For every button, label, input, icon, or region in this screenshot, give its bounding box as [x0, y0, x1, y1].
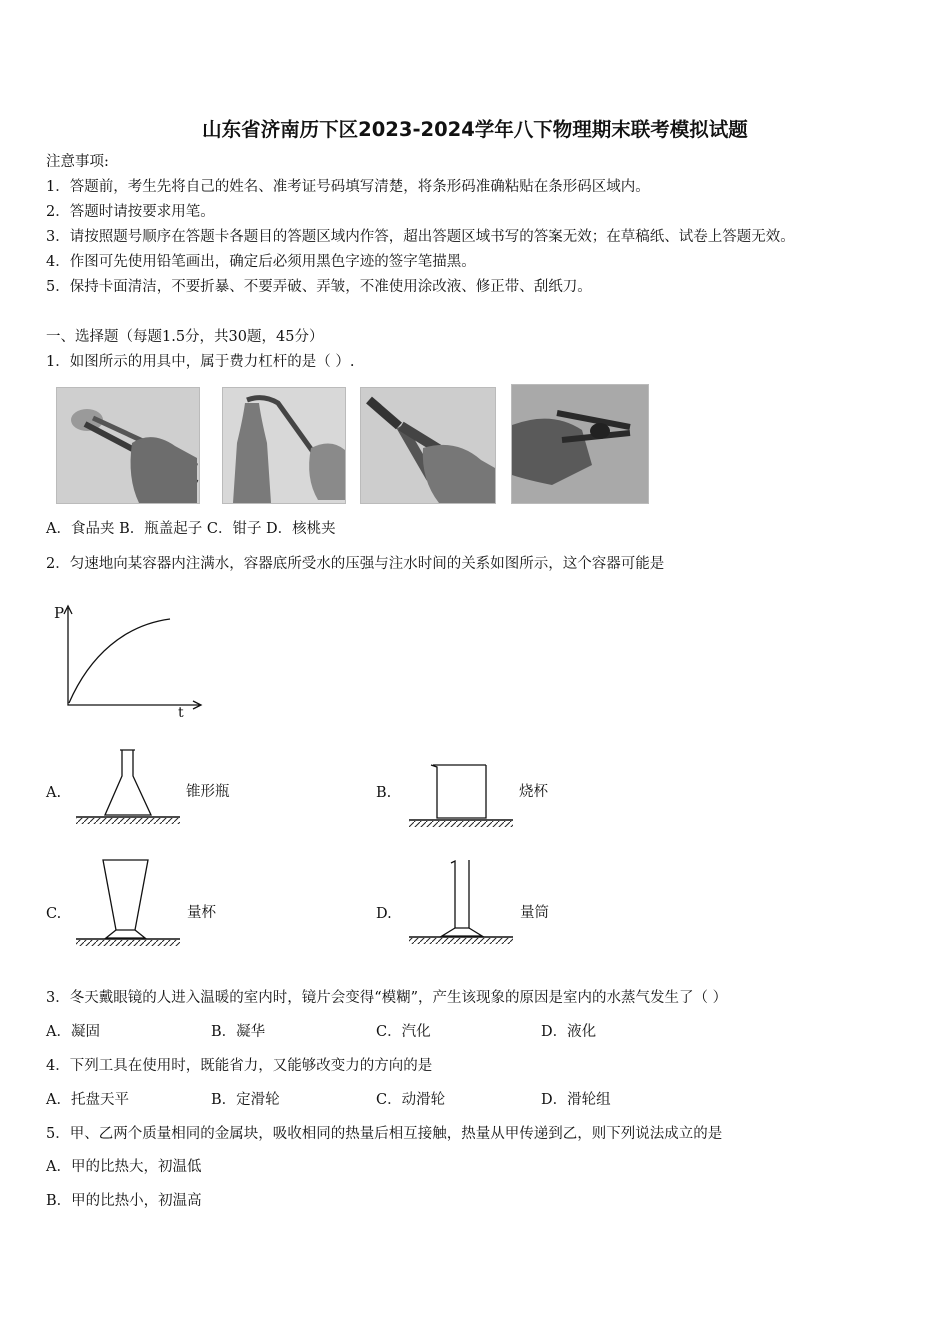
page-title: 山东省济南历下区2023-2024学年八下物理期末联考模拟试题	[202, 118, 748, 141]
q2-stem: 2．匀速地向某容器内注满水，容器底所受水的压强与注水时间的关系如图所示，这个容器可能是	[46, 556, 665, 572]
note-item-4: 4．作图可先使用铅笔画出，确定后必须用黑色字迹的签字笔描黑。	[46, 254, 476, 270]
q3-option-d: D．液化	[541, 1024, 597, 1040]
q4-option-d: D．滑轮组	[541, 1092, 611, 1108]
section-heading: 一、选择题（每题1.5分，共30题，45分）	[46, 329, 324, 345]
q5-option-a: A．甲的比热大，初温低	[46, 1159, 202, 1175]
q3-option-b: B．凝华	[211, 1024, 266, 1040]
q4-option-c: C．动滑轮	[376, 1092, 446, 1108]
graph-y-label: P	[54, 604, 65, 622]
q5-stem: 5．甲、乙两个质量相同的金属块，吸收相同的热量后相互接触，热量从甲传递到乙，则下列说法成立的是	[46, 1126, 723, 1142]
q4-stem: 4．下列工具在使用时，既能省力，又能够改变力的方向的是	[46, 1058, 433, 1074]
q2-option-a-letter: A.	[46, 785, 62, 801]
measuring-cylinder-drawing	[409, 860, 513, 944]
q5-option-b: B．甲的比热小，初温高	[46, 1193, 202, 1209]
q2-option-b-letter: B.	[376, 785, 392, 801]
note-item-3: 3．请按照题号顺序在答题卡各题目的答题区域内作答，超出答题区域书写的答案无效；在草稿纸、试卷上答题无效。	[46, 229, 795, 245]
q4-option-b: B．定滑轮	[211, 1092, 280, 1108]
graph-x-label: t	[178, 705, 184, 721]
measuring-cup-drawing	[76, 860, 180, 946]
q3-stem: 3．冬天戴眼镜的人进入温暖的室内时，镜片会变得“模糊”，产生该现象的原因是室内的水蒸气发生了（ ）	[46, 990, 728, 1006]
q2-option-b-name: 烧杯	[519, 784, 548, 800]
beaker-drawing	[409, 765, 513, 827]
q3-option-c: C．汽化	[376, 1024, 431, 1040]
q2-option-d-letter: D.	[376, 906, 392, 922]
note-item-5: 5．保持卡面清洁，不要折暴、不要弄破、弄皱，不准使用涂改液、修正带、刮纸刀。	[46, 279, 592, 295]
q3-option-a: A．凝固	[46, 1024, 100, 1040]
q2-option-c-name: 量杯	[187, 905, 216, 921]
q2-option-a-name: 锥形瓶	[186, 784, 230, 800]
note-item-2: 2．答题时请按要求用笔。	[46, 204, 215, 220]
q4-option-a: A．托盘天平	[46, 1092, 129, 1108]
conical-flask-drawing	[76, 750, 180, 824]
q1-stem: 1．如图所示的用具中，属于费力杠杆的是（ ）.	[46, 354, 355, 370]
q2-option-c-letter: C.	[46, 906, 62, 922]
q2-option-d-name: 量筒	[520, 905, 549, 921]
notes-heading: 注意事项:	[46, 154, 109, 170]
note-item-1: 1．答题前，考生先将自己的姓名、准考证号码填写清楚，将条形码准确粘贴在条形码区域内。	[46, 179, 650, 195]
q1-options: A．食品夹 B．瓶盖起子 C．钳子 D．核桃夹	[46, 521, 336, 537]
